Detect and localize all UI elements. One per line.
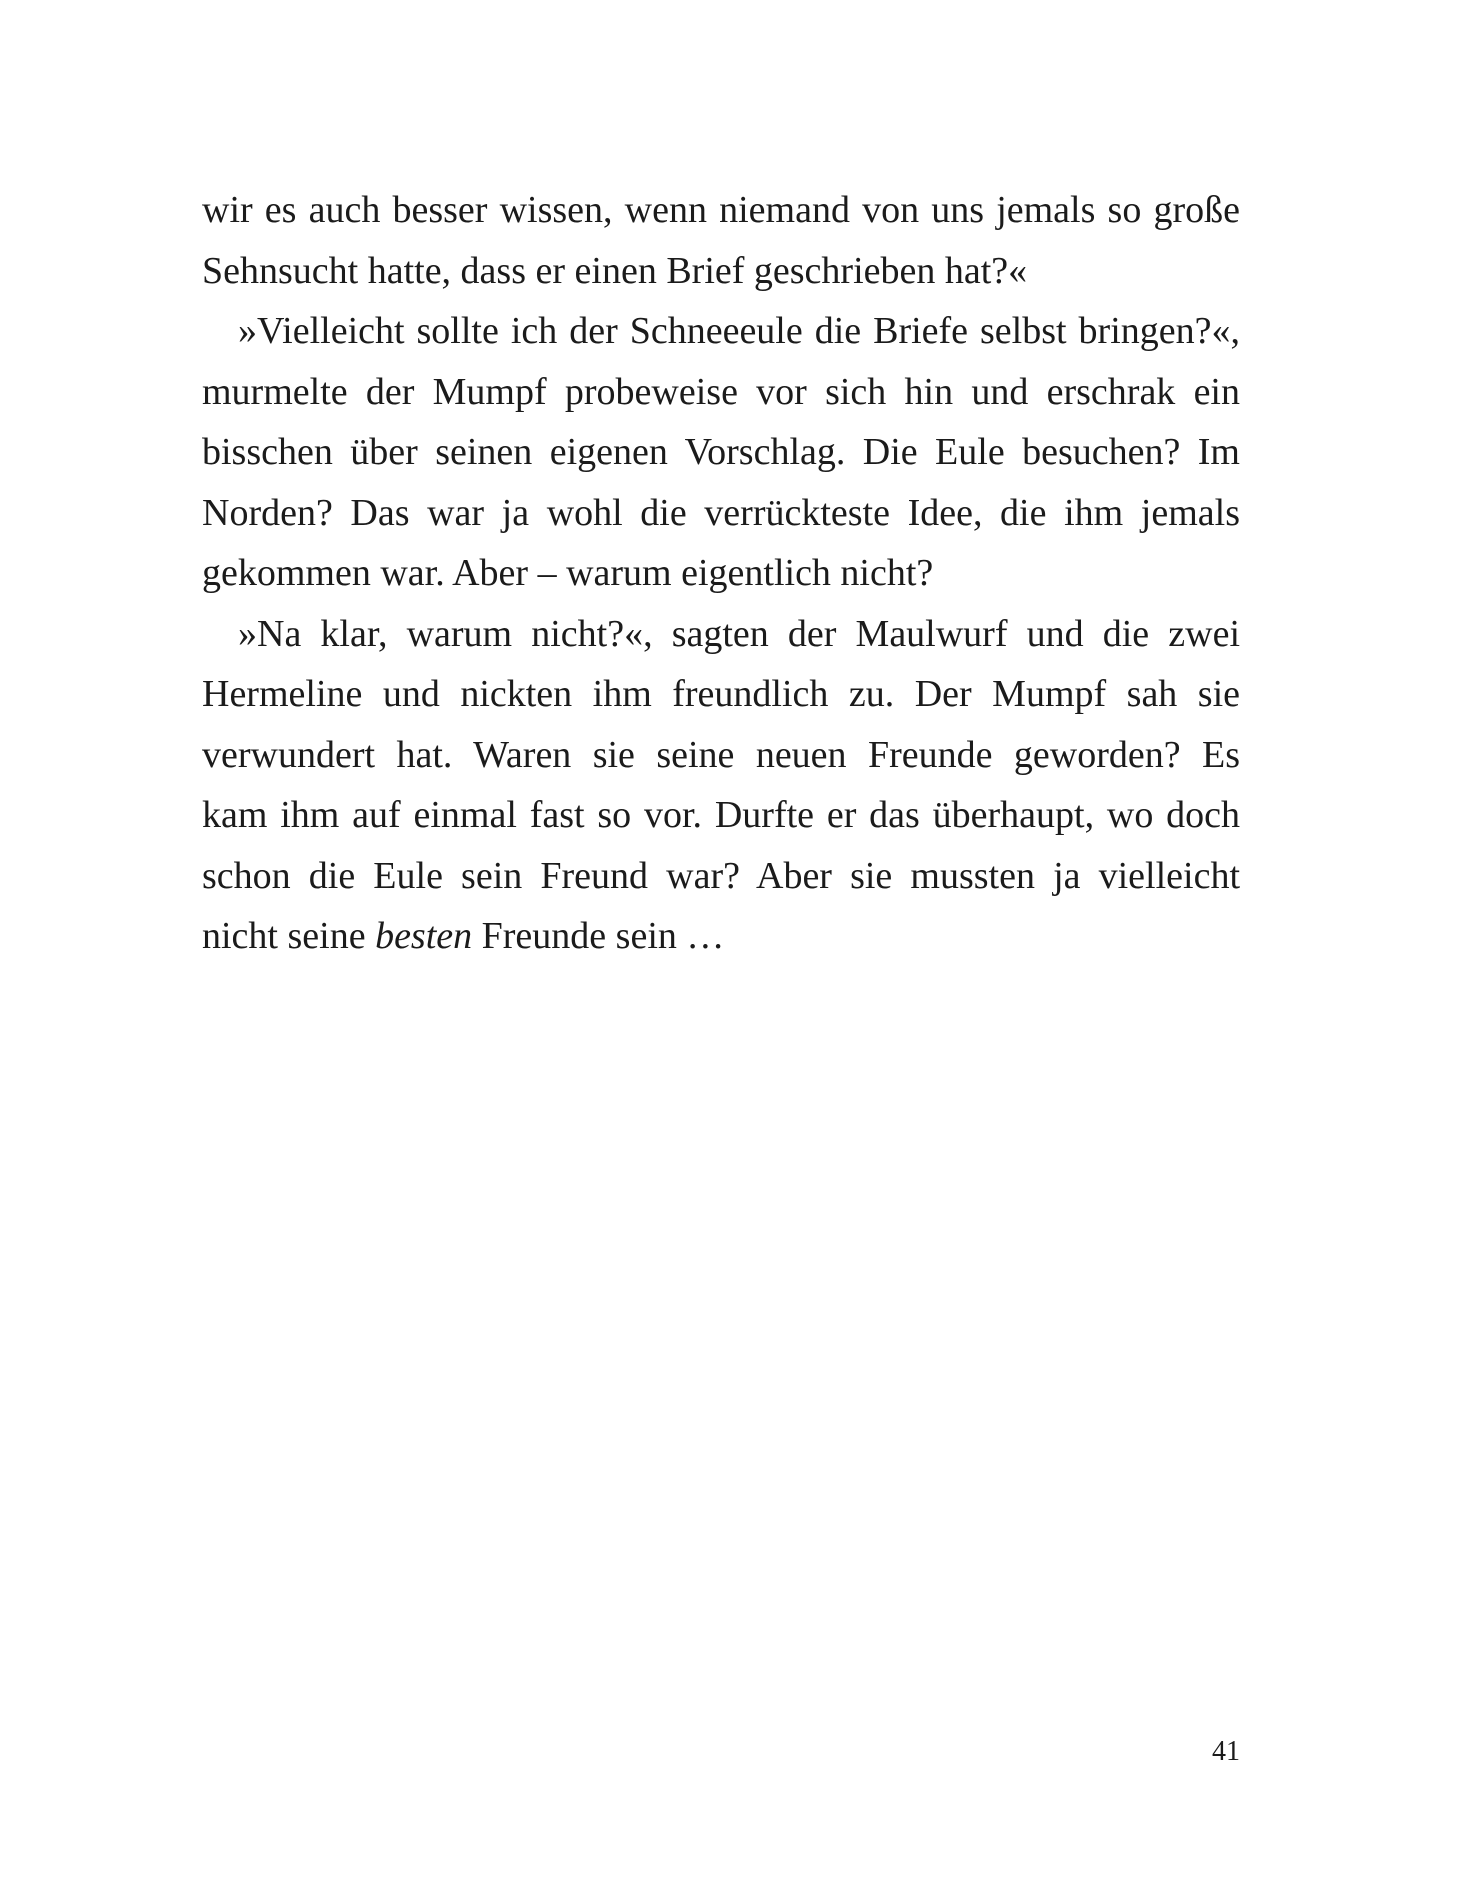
text-line: Norden? Das war ja wohl die verrückteste Idee, die ihm jemals (202, 491, 1240, 534)
text-line: Sehnsucht hatte, dass er einen Brief geschrieben hat?« (202, 249, 1028, 292)
text-line: schon die Eule sein Freund war? Aber sie mussten ja vielleicht (202, 854, 1240, 897)
text-line: verwundert hat. Waren sie seine neuen Freunde geworden? Es (202, 733, 1240, 776)
text-line: »Na klar, warum nicht?«, sagten der Maulwurf und die zwei (238, 612, 1240, 655)
text-segment: nicht seine (202, 915, 376, 957)
text-line: bisschen über seinen eigenen Vorschlag. Die Eule besuchen? Im (202, 431, 1240, 473)
text-segment: Freunde sein … (472, 915, 725, 957)
page-number: 41 (1212, 1736, 1240, 1767)
text-line: »Vielleicht sollte ich der Schneeeule die Briefe selbst bringen?«, (238, 310, 1240, 352)
text-line: kam ihm auf einmal fast so vor. Durfte er das überhaupt, wo doch (202, 794, 1240, 836)
text-line: wir es auch besser wissen, wenn niemand von uns jemals so große (202, 189, 1240, 231)
text-line (202, 906, 1240, 967)
paragraph-2 (202, 301, 1240, 604)
text-line: murmelte der Mumpf probeweise vor sich hin und erschrak ein (202, 370, 1240, 413)
text-line: Hermeline und nickten ihm freundlich zu. Der Mumpf sah sie (202, 673, 1240, 715)
paragraph-1 (202, 180, 1240, 301)
text-line: gekommen war. Aber – warum eigentlich nicht? (202, 552, 934, 594)
body-text (202, 180, 1240, 967)
emphasized-word: besten (375, 915, 473, 957)
paragraph-3 (202, 604, 1240, 967)
